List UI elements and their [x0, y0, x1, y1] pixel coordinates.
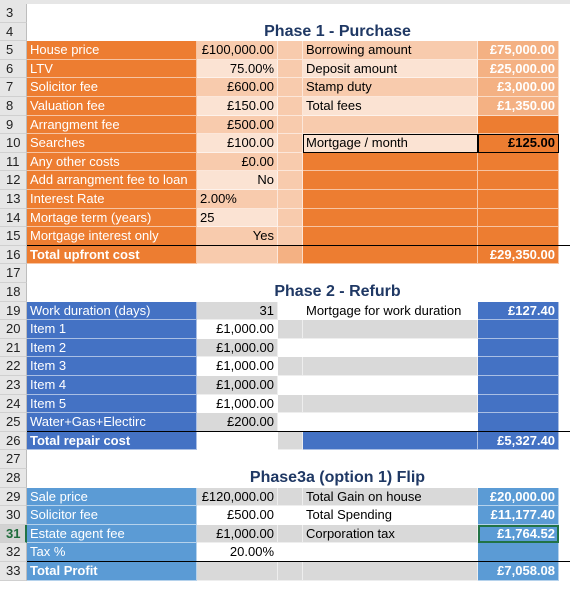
row-header[interactable]: 16	[0, 246, 27, 265]
row-10	[0, 134, 570, 153]
row-30	[0, 506, 570, 525]
cell-a6[interactable]: LTV	[27, 60, 197, 79]
cell-b10[interactable]: £100.00	[197, 134, 278, 153]
row-header[interactable]: 6	[0, 60, 27, 79]
row-29	[0, 488, 570, 507]
cell-d12[interactable]	[303, 171, 478, 190]
cell-a8[interactable]: Valuation fee	[27, 97, 197, 116]
cell-a14[interactable]: Mortage term (years)	[27, 209, 197, 228]
row-header[interactable]: 30	[0, 506, 27, 525]
row-header[interactable]: 18	[0, 283, 27, 302]
cell-c33[interactable]	[278, 562, 303, 581]
row-5	[0, 41, 570, 60]
row-header[interactable]: 8	[0, 97, 27, 116]
cell-b12[interactable]: No	[197, 171, 278, 190]
cell-c7[interactable]	[278, 78, 303, 97]
cell-d15[interactable]	[303, 227, 478, 246]
cell-c30[interactable]	[278, 506, 303, 525]
cell-b24[interactable]: £1,000.00	[197, 395, 278, 414]
cell-a31[interactable]: Estate agent fee	[27, 525, 197, 544]
cell-a15[interactable]: Mortgage interest only	[27, 227, 197, 246]
cell-c26[interactable]	[278, 432, 303, 451]
row-header[interactable]: 17	[0, 264, 27, 283]
row-7	[0, 78, 570, 97]
cell-e32[interactable]	[478, 543, 559, 562]
cell-b6[interactable]: 75.00%	[197, 60, 278, 79]
cell-a20[interactable]: Item 1	[27, 320, 197, 339]
row-header[interactable]: 28	[0, 469, 27, 488]
cell-a29[interactable]: Sale price	[27, 488, 197, 507]
cell-e24[interactable]	[478, 395, 559, 414]
cell-e14[interactable]	[478, 209, 559, 228]
cell-d13[interactable]	[303, 190, 478, 209]
cell-a5[interactable]: House price	[27, 41, 197, 60]
cell-d31[interactable]: Corporation tax	[303, 525, 478, 544]
row-header[interactable]: 32	[0, 543, 27, 562]
row-19	[0, 302, 570, 321]
cell-b5[interactable]: £100,000.00	[197, 41, 278, 60]
cell-e10[interactable]: £125.00	[478, 134, 559, 153]
cell-c32[interactable]	[278, 543, 303, 562]
row-header[interactable]: 26	[0, 432, 27, 451]
row-17	[0, 264, 570, 283]
cell-c13[interactable]	[278, 190, 303, 209]
row-header[interactable]: 9	[0, 116, 27, 135]
cell-a23[interactable]: Item 4	[27, 376, 197, 395]
cell-c21[interactable]	[278, 339, 303, 358]
cell-c10[interactable]	[278, 134, 303, 153]
row-6	[0, 60, 570, 79]
cell-c24[interactable]	[278, 395, 303, 414]
row-header[interactable]: 12	[0, 171, 27, 190]
cell-e8[interactable]: £1,350.00	[478, 97, 559, 116]
cell-c22[interactable]	[278, 357, 303, 376]
cell-d6[interactable]: Deposit amount	[303, 60, 478, 79]
row-12	[0, 171, 570, 190]
cell-e5[interactable]: £75,000.00	[478, 41, 559, 60]
cell-b11[interactable]: £0.00	[197, 153, 278, 172]
row-9	[0, 116, 570, 135]
row-header[interactable]: 20	[0, 320, 27, 339]
cell-c31[interactable]	[278, 525, 303, 544]
cell-a13[interactable]: Interest Rate	[27, 190, 197, 209]
cell-d11[interactable]	[303, 153, 478, 172]
row-15	[0, 227, 570, 246]
row-13	[0, 190, 570, 209]
cell-b8[interactable]: £150.00	[197, 97, 278, 116]
cell-d26[interactable]	[303, 432, 478, 451]
cell-a10[interactable]: Searches	[27, 134, 197, 153]
row-header[interactable]: 19	[0, 302, 27, 321]
cell-d16[interactable]	[303, 246, 478, 265]
cell-b29[interactable]: £120,000.00	[197, 488, 278, 507]
row-header[interactable]: 5	[0, 41, 27, 60]
cell-d14[interactable]	[303, 209, 478, 228]
cell-a32[interactable]: Tax %	[27, 543, 197, 562]
cell-c5[interactable]	[278, 41, 303, 60]
row-14	[0, 209, 570, 228]
cell-e19[interactable]: £127.40	[478, 302, 559, 321]
cell-e12[interactable]	[478, 171, 559, 190]
row-22	[0, 357, 570, 376]
cell-c12[interactable]	[278, 171, 303, 190]
cell-b13[interactable]: 2.00%	[197, 190, 278, 209]
cell-e21[interactable]	[478, 339, 559, 358]
cell-b23[interactable]: £1,000.00	[197, 376, 278, 395]
cell-b16[interactable]	[197, 246, 278, 265]
row-header[interactable]: 13	[0, 190, 27, 209]
row-24	[0, 395, 570, 414]
row-28	[0, 469, 570, 488]
cell-b31[interactable]: £1,000.00	[197, 525, 278, 544]
cell-e29[interactable]: £20,000.00	[478, 488, 559, 507]
section-title: Phase3a (option 1) Flip	[249, 469, 426, 486]
cell-b19[interactable]: 31	[197, 302, 278, 321]
cell-d5[interactable]: Borrowing amount	[303, 41, 478, 60]
cell-d21[interactable]	[303, 339, 478, 358]
cell-d8[interactable]: Total fees	[303, 97, 478, 116]
cell-e11[interactable]	[478, 153, 559, 172]
cell-a30[interactable]: Solicitor fee	[27, 506, 197, 525]
cell-d10[interactable]: Mortgage / month	[303, 134, 478, 153]
cell-b9[interactable]: £500.00	[197, 116, 278, 135]
cell-b25[interactable]: £200.00	[197, 413, 278, 432]
cell-c6[interactable]	[278, 60, 303, 79]
cell-a9[interactable]: Arrangment fee	[27, 116, 197, 135]
row-header[interactable]: 31	[0, 525, 27, 544]
row-8	[0, 97, 570, 116]
cell-e7[interactable]: £3,000.00	[478, 78, 559, 97]
cell-e30[interactable]: £11,177.40	[478, 506, 559, 525]
row-header[interactable]: 27	[0, 450, 27, 469]
cell-c19[interactable]	[278, 302, 303, 321]
row-header[interactable]: 7	[0, 78, 27, 97]
cell-a25[interactable]: Water+Gas+Electirc	[27, 413, 197, 432]
row-header[interactable]: 3	[0, 4, 27, 23]
cell-b7[interactable]: £600.00	[197, 78, 278, 97]
cell-a22[interactable]: Item 3	[27, 357, 197, 376]
cell-a26[interactable]: Total repair cost	[27, 432, 197, 451]
cell-a19[interactable]: Work duration (days)	[27, 302, 197, 321]
cell-c15[interactable]	[278, 227, 303, 246]
cell-e22[interactable]	[478, 357, 559, 376]
row-header[interactable]: 22	[0, 357, 27, 376]
row-header[interactable]: 21	[0, 339, 27, 358]
row-header[interactable]: 15	[0, 227, 27, 246]
section-title: Phase 1 - Purchase	[264, 22, 411, 40]
cell-c25[interactable]	[278, 413, 303, 432]
row-20	[0, 320, 570, 339]
cell-b30[interactable]: £500.00	[197, 506, 278, 525]
cell-b14[interactable]: 25	[197, 209, 278, 228]
cell-b20[interactable]: £1,000.00	[197, 320, 278, 339]
cell-e9[interactable]	[478, 116, 559, 135]
row-18	[0, 283, 570, 302]
cell-d30[interactable]: Total Spending	[303, 506, 478, 525]
cell-d9[interactable]	[303, 116, 478, 135]
cell-b15[interactable]: Yes	[197, 227, 278, 246]
cell-a11[interactable]: Any other costs	[27, 153, 197, 172]
row-3	[0, 4, 570, 23]
row-27	[0, 450, 570, 469]
row-11	[0, 153, 570, 172]
cell-d29[interactable]: Total Gain on house	[303, 488, 478, 507]
row-header[interactable]: 23	[0, 376, 27, 395]
row-header[interactable]: 24	[0, 395, 27, 414]
cell-e16[interactable]: £29,350.00	[478, 246, 559, 265]
cell-c8[interactable]	[278, 97, 303, 116]
cell-a12[interactable]: Add arrangment fee to loan	[27, 171, 197, 190]
cell-b33[interactable]	[197, 562, 278, 581]
cell-e13[interactable]	[478, 190, 559, 209]
row-25	[0, 413, 570, 432]
row-26	[0, 432, 570, 451]
cell-e25[interactable]	[478, 413, 559, 432]
cell-b21[interactable]: £1,000.00	[197, 339, 278, 358]
row-32	[0, 543, 570, 562]
row-header[interactable]: 25	[0, 413, 27, 432]
row-header[interactable]: 33	[0, 562, 27, 581]
cell-d22[interactable]	[303, 357, 478, 376]
row-header[interactable]: 14	[0, 209, 27, 228]
row-16	[0, 246, 570, 265]
cell-c9[interactable]	[278, 116, 303, 135]
cell-c16[interactable]	[278, 246, 303, 265]
row-33	[0, 562, 570, 581]
row-21	[0, 339, 570, 358]
cell-c29[interactable]	[278, 488, 303, 507]
cell-c11[interactable]	[278, 153, 303, 172]
row-header[interactable]: 29	[0, 488, 27, 507]
cell-e33[interactable]: £7,058.08	[478, 562, 559, 581]
cell-a7[interactable]: Solicitor fee	[27, 78, 197, 97]
cell-b22[interactable]: £1,000.00	[197, 357, 278, 376]
cell-d20[interactable]	[303, 320, 478, 339]
row-31	[0, 525, 570, 544]
cell-d25[interactable]	[303, 413, 478, 432]
cell-d33[interactable]	[303, 562, 478, 581]
cell-a21[interactable]: Item 2	[27, 339, 197, 358]
cell-d23[interactable]	[303, 376, 478, 395]
cell-e23[interactable]	[478, 376, 559, 395]
cell-d24[interactable]	[303, 395, 478, 414]
cell-c23[interactable]	[278, 376, 303, 395]
cell-b26[interactable]	[197, 432, 278, 451]
cell-d32[interactable]	[303, 543, 478, 562]
cell-c20[interactable]	[278, 320, 303, 339]
cell-e26[interactable]: £5,327.40	[478, 432, 559, 451]
cell-e20[interactable]	[478, 320, 559, 339]
row-4	[0, 23, 570, 42]
cell-d7[interactable]: Stamp duty	[303, 78, 478, 97]
cell-c14[interactable]	[278, 209, 303, 228]
row-header[interactable]: 11	[0, 153, 27, 172]
section-title: Phase 2 - Refurb	[274, 283, 401, 300]
row-23	[0, 376, 570, 395]
cell-a24[interactable]: Item 5	[27, 395, 197, 414]
cell-d19[interactable]: Mortgage for work duration	[303, 302, 478, 321]
cell-e15[interactable]	[478, 227, 559, 246]
row-header[interactable]: 4	[0, 23, 27, 42]
row-header[interactable]: 10	[0, 134, 27, 153]
cell-e31[interactable]: £1,764.52	[478, 525, 559, 544]
cell-b32[interactable]: 20.00%	[197, 543, 278, 562]
cell-e6[interactable]: £25,000.00	[478, 60, 559, 79]
cell-a16[interactable]: Total upfront cost	[27, 246, 197, 265]
cell-a33[interactable]: Total Profit	[27, 562, 197, 581]
